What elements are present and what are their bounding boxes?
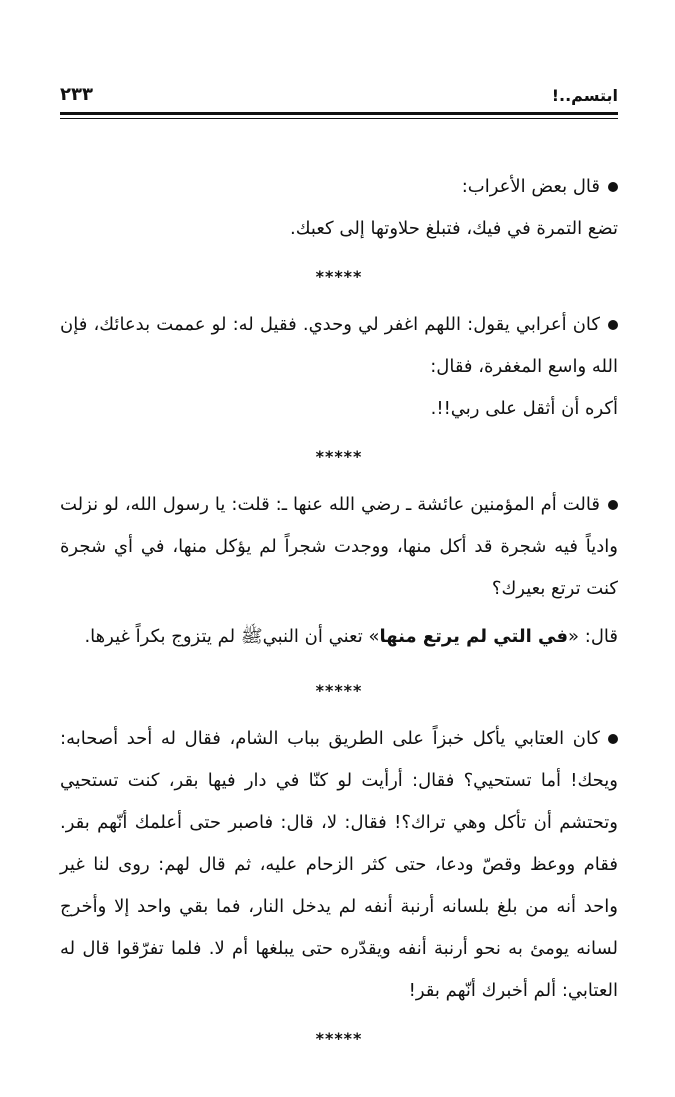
section-4-text: كان العتابي يأكل خبزاً على الطريق بباب الشام، فقال له أحد أصحابه: ويحك! أما تستحيي؟ فقال: أرأيت لو كنّا في دار فيها بقر، كنت تستحيي وتحتشم أن تأكل وهي تراك؟! فقال: لا، قال: فاصبر حتى أعلمك أنّهم بقر. فقام ووعظ وقصّ ودعا، حتى كثر الزحام عليه، ثم قال لهم: روى لنا غير واحد أنه من بلغ بلسانه أرنبة أنفه لم يدخل النار، فما بقي واحد إلا وأخرج لسانه يومئ به نحو أرنبة أنفه ويقدّره حتى يبلغها أم لا. فلما تفرّقوا قال له العتابي: ألم أخبرك أنّهم بقر! (60, 728, 618, 1001)
section-3-answer: قال: «في التي لم يرتع منها» تعني أن النبيﷺ لم يتزوج بكراً غيرها. (84, 626, 618, 647)
page-body (60, 166, 618, 1060)
section-2-reply: أكره أن أثقل على ربي!!. (430, 398, 618, 419)
section-1-intro: قال بعض الأعراب: (60, 166, 618, 208)
separator: ***** (315, 681, 363, 700)
page-header (60, 84, 618, 114)
header-rule-thin (60, 118, 618, 119)
separator: ***** (315, 447, 363, 466)
page-number: ٢٣٣ (60, 84, 93, 105)
answer-emphasis: في التي لم يرتع منها (379, 626, 569, 647)
separator: ***** (315, 1029, 363, 1048)
section-2-text: كان أعرابي يقول: اللهم اغفر لي وحدي. فقيل له: لو عممت بدعائك، فإن الله واسع المغفرة، فقال: (60, 314, 618, 377)
bullet-icon (608, 734, 618, 744)
running-title: ابتسم..! (551, 86, 618, 105)
section-3-text: قالت أم المؤمنين عائشة ـ رضي الله عنها ـ: قلت: يا رسول الله، لو نزلت وادياً فيه شجرة قد أكل منها، ووجدت شجراً لم يؤكل منها، في أي شجرة كنت ترتع بعيرك؟ (60, 494, 618, 599)
section-1-line: تضع التمرة في فيك، فتبلغ حلاوتها إلى كعبك. (290, 218, 618, 239)
bullet-icon (608, 320, 618, 330)
header-rule-thick (60, 112, 618, 115)
bullet-icon (608, 500, 618, 510)
bullet-icon (608, 182, 618, 192)
separator: ***** (315, 267, 363, 286)
